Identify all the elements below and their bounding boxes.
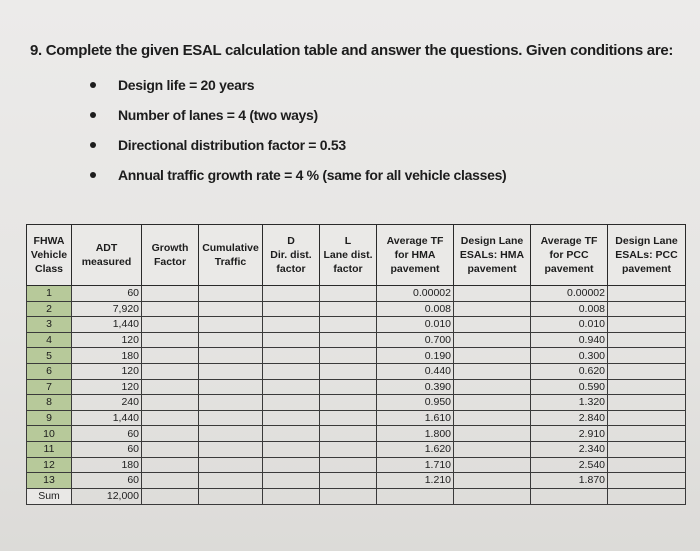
sum-row — [27, 488, 686, 504]
bullet-icon — [90, 112, 96, 118]
growth-factor-cell — [142, 426, 199, 442]
sum-empty-cell — [199, 488, 263, 504]
class-cell: 6 — [27, 363, 72, 379]
esal-pcc-cell — [608, 426, 686, 442]
class-cell: 12 — [27, 457, 72, 473]
tf-hma-cell: 0.440 — [377, 363, 454, 379]
tf-hma-cell: 1.610 — [377, 410, 454, 426]
sum-empty-cell — [377, 488, 454, 504]
cumulative-traffic-cell — [199, 348, 263, 364]
sum-empty-cell — [320, 488, 377, 504]
class-cell: 2 — [27, 301, 72, 317]
tf-pcc-cell: 0.00002 — [531, 286, 608, 302]
lane-dist-cell — [320, 457, 377, 473]
cumulative-traffic-cell — [199, 395, 263, 411]
condition-text: Number of lanes = 4 (two ways) — [118, 107, 318, 123]
sum-adt-value: 12,000 — [72, 488, 142, 504]
lane-dist-cell — [320, 317, 377, 333]
adt-cell: 1,440 — [72, 410, 142, 426]
tf-pcc-cell: 1.870 — [531, 473, 608, 489]
tf-pcc-cell: 2.910 — [531, 426, 608, 442]
lane-dist-cell — [320, 473, 377, 489]
dir-dist-cell — [263, 441, 320, 457]
table-row — [27, 457, 686, 473]
dir-dist-cell — [263, 332, 320, 348]
class-cell: 4 — [27, 332, 72, 348]
cumulative-traffic-cell — [199, 317, 263, 333]
condition-text: Design life = 20 years — [118, 77, 255, 93]
header-growth-factor: Growth Factor — [142, 225, 199, 286]
adt-cell: 120 — [72, 332, 142, 348]
esal-pcc-cell — [608, 441, 686, 457]
table-row — [27, 332, 686, 348]
table-row — [27, 301, 686, 317]
esal-pcc-cell — [608, 410, 686, 426]
adt-cell: 60 — [72, 473, 142, 489]
header-lane-dist: L Lane dist. factor — [320, 225, 377, 286]
tf-hma-cell: 1.210 — [377, 473, 454, 489]
dir-dist-cell — [263, 426, 320, 442]
tf-pcc-cell: 0.010 — [531, 317, 608, 333]
adt-cell: 120 — [72, 363, 142, 379]
class-cell: 9 — [27, 410, 72, 426]
tf-pcc-cell: 2.340 — [531, 441, 608, 457]
tf-pcc-cell: 0.620 — [531, 363, 608, 379]
tf-pcc-cell: 0.300 — [531, 348, 608, 364]
cumulative-traffic-cell — [199, 379, 263, 395]
lane-dist-cell — [320, 332, 377, 348]
header-tf-hma: Average TF for HMA pavement — [377, 225, 454, 286]
growth-factor-cell — [142, 441, 199, 457]
lane-dist-cell — [320, 363, 377, 379]
growth-factor-cell — [142, 379, 199, 395]
class-cell: 3 — [27, 317, 72, 333]
esal-hma-cell — [454, 317, 531, 333]
lane-dist-cell — [320, 286, 377, 302]
dir-dist-cell — [263, 379, 320, 395]
header-esal-pcc: Design Lane ESALs: PCC pavement — [608, 225, 686, 286]
table-row — [27, 395, 686, 411]
esal-hma-cell — [454, 363, 531, 379]
table-body — [27, 286, 686, 505]
growth-factor-cell — [142, 457, 199, 473]
table-header-row — [27, 225, 686, 286]
esal-pcc-cell — [608, 473, 686, 489]
dir-dist-cell — [263, 348, 320, 364]
adt-cell: 60 — [72, 441, 142, 457]
header-dir-dist: D Dir. dist. factor — [263, 225, 320, 286]
esal-pcc-cell — [608, 317, 686, 333]
class-cell: 5 — [27, 348, 72, 364]
esal-pcc-cell — [608, 395, 686, 411]
esal-pcc-cell — [608, 379, 686, 395]
bullet-icon — [90, 142, 96, 148]
cumulative-traffic-cell — [199, 363, 263, 379]
adt-cell: 60 — [72, 426, 142, 442]
dir-dist-cell — [263, 410, 320, 426]
question-title: 9. Complete the given ESAL calculation table and answer the questions. Given conditions are: — [30, 42, 674, 59]
class-cell: 7 — [27, 379, 72, 395]
lane-dist-cell — [320, 379, 377, 395]
tf-pcc-cell: 0.590 — [531, 379, 608, 395]
table-row — [27, 473, 686, 489]
table-row — [27, 363, 686, 379]
header-esal-hma: Design Lane ESALs: HMA pavement — [454, 225, 531, 286]
growth-factor-cell — [142, 348, 199, 364]
bullet-icon — [90, 172, 96, 178]
cumulative-traffic-cell — [199, 441, 263, 457]
esal-hma-cell — [454, 286, 531, 302]
condition-item — [88, 75, 506, 103]
tf-hma-cell: 1.620 — [377, 441, 454, 457]
sum-empty-cell — [142, 488, 199, 504]
dir-dist-cell — [263, 457, 320, 473]
lane-dist-cell — [320, 410, 377, 426]
condition-item — [88, 105, 506, 133]
lane-dist-cell — [320, 348, 377, 364]
tf-hma-cell: 0.00002 — [377, 286, 454, 302]
condition-text: Directional distribution factor = 0.53 — [118, 137, 346, 153]
dir-dist-cell — [263, 286, 320, 302]
tf-hma-cell: 0.190 — [377, 348, 454, 364]
lane-dist-cell — [320, 395, 377, 411]
adt-cell: 240 — [72, 395, 142, 411]
tf-pcc-cell: 0.008 — [531, 301, 608, 317]
growth-factor-cell — [142, 363, 199, 379]
tf-hma-cell: 1.800 — [377, 426, 454, 442]
lane-dist-cell — [320, 301, 377, 317]
class-cell: 1 — [27, 286, 72, 302]
growth-factor-cell — [142, 410, 199, 426]
lane-dist-cell — [320, 441, 377, 457]
sum-empty-cell — [454, 488, 531, 504]
dir-dist-cell — [263, 363, 320, 379]
esal-pcc-cell — [608, 457, 686, 473]
lane-dist-cell — [320, 426, 377, 442]
tf-pcc-cell: 1.320 — [531, 395, 608, 411]
growth-factor-cell — [142, 301, 199, 317]
table-row — [27, 379, 686, 395]
sum-label: Sum — [27, 488, 72, 504]
cumulative-traffic-cell — [199, 410, 263, 426]
dir-dist-cell — [263, 301, 320, 317]
esal-hma-cell — [454, 348, 531, 364]
class-cell: 10 — [27, 426, 72, 442]
adt-cell: 180 — [72, 457, 142, 473]
adt-cell: 60 — [72, 286, 142, 302]
tf-hma-cell: 0.010 — [377, 317, 454, 333]
esal-pcc-cell — [608, 332, 686, 348]
esal-pcc-cell — [608, 348, 686, 364]
table-row — [27, 426, 686, 442]
cumulative-traffic-cell — [199, 332, 263, 348]
adt-cell: 180 — [72, 348, 142, 364]
esal-pcc-cell — [608, 363, 686, 379]
sum-empty-cell — [531, 488, 608, 504]
cumulative-traffic-cell — [199, 457, 263, 473]
esal-hma-cell — [454, 457, 531, 473]
header-fhwa-class: FHWA Vehicle Class — [27, 225, 72, 286]
tf-pcc-cell: 0.940 — [531, 332, 608, 348]
tf-hma-cell: 0.390 — [377, 379, 454, 395]
esal-hma-cell — [454, 410, 531, 426]
esal-hma-cell — [454, 473, 531, 489]
esal-pcc-cell — [608, 286, 686, 302]
dir-dist-cell — [263, 317, 320, 333]
table-row — [27, 441, 686, 457]
dir-dist-cell — [263, 473, 320, 489]
dir-dist-cell — [263, 395, 320, 411]
esal-hma-cell — [454, 426, 531, 442]
header-tf-pcc: Average TF for PCC pavement — [531, 225, 608, 286]
condition-item — [88, 135, 506, 163]
adt-cell: 7,920 — [72, 301, 142, 317]
table-row — [27, 286, 686, 302]
growth-factor-cell — [142, 473, 199, 489]
cumulative-traffic-cell — [199, 301, 263, 317]
esal-hma-cell — [454, 332, 531, 348]
condition-text: Annual traffic growth rate = 4 % (same for all vehicle classes) — [118, 167, 507, 183]
sum-empty-cell — [608, 488, 686, 504]
table-row — [27, 410, 686, 426]
adt-cell: 1,440 — [72, 317, 142, 333]
cumulative-traffic-cell — [199, 473, 263, 489]
esal-table — [26, 224, 686, 505]
tf-hma-cell: 0.700 — [377, 332, 454, 348]
sum-empty-cell — [263, 488, 320, 504]
class-cell: 8 — [27, 395, 72, 411]
growth-factor-cell — [142, 395, 199, 411]
conditions-list — [88, 75, 506, 195]
cumulative-traffic-cell — [199, 426, 263, 442]
tf-pcc-cell: 2.840 — [531, 410, 608, 426]
esal-hma-cell — [454, 441, 531, 457]
esal-hma-cell — [454, 301, 531, 317]
table-row — [27, 317, 686, 333]
tf-hma-cell: 0.950 — [377, 395, 454, 411]
esal-hma-cell — [454, 379, 531, 395]
header-cumulative-traffic: Cumulative Traffic — [199, 225, 263, 286]
growth-factor-cell — [142, 286, 199, 302]
bullet-icon — [90, 82, 96, 88]
tf-pcc-cell: 2.540 — [531, 457, 608, 473]
esal-pcc-cell — [608, 301, 686, 317]
header-adt: ADT measured — [72, 225, 142, 286]
adt-cell: 120 — [72, 379, 142, 395]
tf-hma-cell: 0.008 — [377, 301, 454, 317]
esal-hma-cell — [454, 395, 531, 411]
cumulative-traffic-cell — [199, 286, 263, 302]
growth-factor-cell — [142, 317, 199, 333]
growth-factor-cell — [142, 332, 199, 348]
class-cell: 11 — [27, 441, 72, 457]
condition-item — [88, 165, 506, 193]
tf-hma-cell: 1.710 — [377, 457, 454, 473]
table-row — [27, 348, 686, 364]
class-cell: 13 — [27, 473, 72, 489]
